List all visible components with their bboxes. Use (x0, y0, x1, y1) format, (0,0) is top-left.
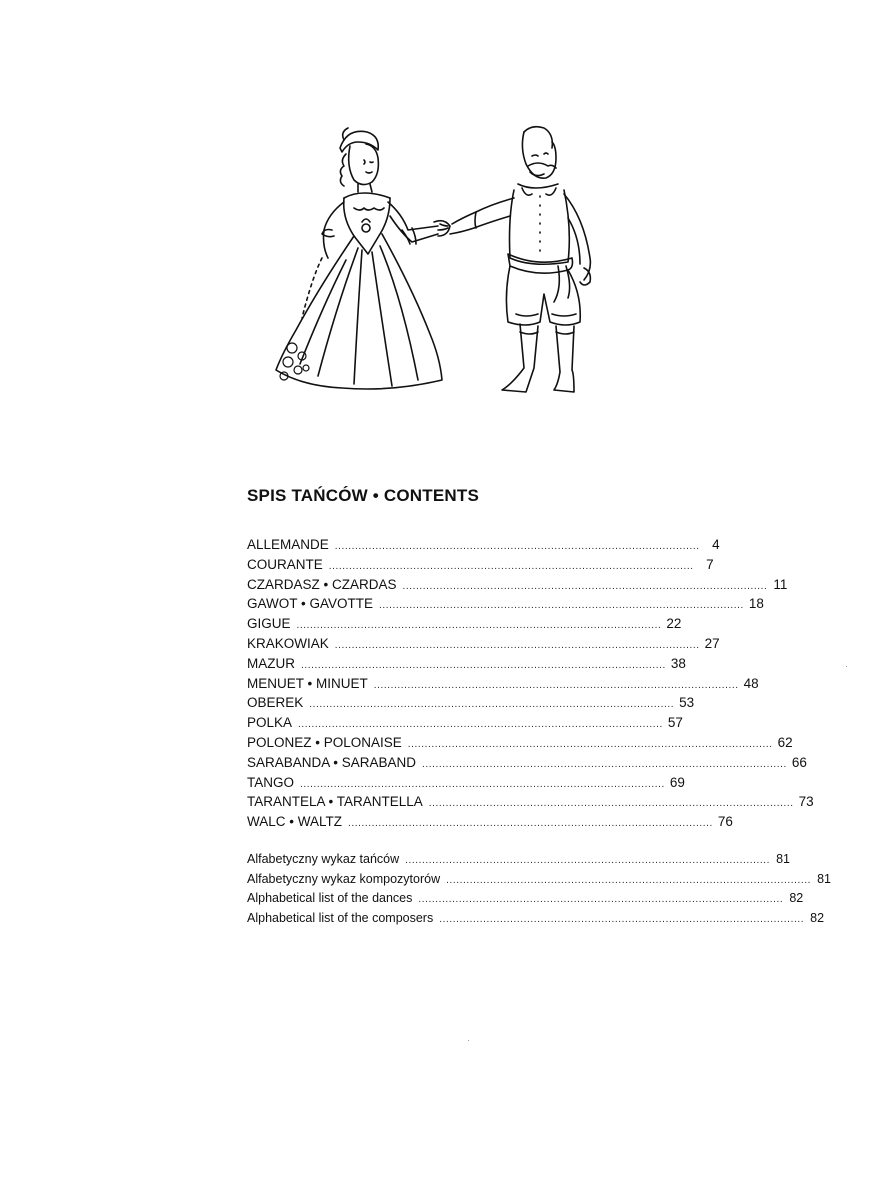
dot-leader: ............................................................................................................ (373, 679, 739, 691)
dot-leader: ............................................................................................................ (298, 719, 663, 731)
toc-entry-polka[interactable] (247, 713, 683, 733)
toc-entry-walc[interactable] (247, 812, 733, 832)
toc-entry-page: 69 (669, 774, 685, 790)
toc-entry-tango[interactable] (247, 773, 685, 793)
index-entry-page: 81 (817, 871, 831, 886)
lady-figure (276, 128, 442, 389)
dot-leader: ............................................................................................................ (347, 818, 713, 830)
index-entry-label: Alfabetyczny wykaz tańców (247, 852, 400, 866)
dot-leader: ............................................................................................................ (439, 913, 805, 925)
toc-entry-courante[interactable] (247, 555, 714, 575)
toc-entry-page: 62 (777, 734, 793, 750)
dot-leader: ............................................................................................................ (296, 620, 662, 632)
toc-entry-tarantela[interactable] (247, 792, 814, 812)
index-entry-composers-pl[interactable] (247, 870, 831, 890)
toc-entry-allemande[interactable] (247, 535, 720, 555)
toc-entry-label: POLKA (247, 715, 293, 731)
dot-leader: ............................................................................................................ (405, 855, 771, 866)
toc-entry-label: ALLEMANDE (247, 537, 329, 552)
gentleman-figure (450, 127, 590, 392)
toc-entry-label: MENUET • MINUET (247, 675, 368, 691)
index-entry-page: 82 (789, 891, 804, 906)
dot-leader: ............................................................................................................ (378, 600, 744, 612)
dot-leader: ............................................................................................................ (334, 541, 700, 552)
dot-leader: ............................................................................................................ (428, 798, 794, 810)
toc-entry-label: GAWOT • GAVOTTE (247, 596, 373, 612)
toc-entry-sarabanda[interactable] (247, 753, 807, 773)
dot-leader: ............................................................................................................ (328, 560, 694, 572)
index-entry-dances-pl[interactable] (247, 850, 791, 870)
index-entry-page: 82 (810, 910, 825, 925)
toc-entry-page: 73 (798, 794, 814, 810)
index-list (247, 850, 831, 928)
toc-entry-polonez[interactable] (247, 733, 793, 753)
index-entry-label: Alphabetical list of the dances (247, 891, 413, 906)
toc-entry-label: GIGUE (247, 616, 291, 632)
toc-entry-label: KRAKOWIAK (247, 635, 329, 651)
toc-entry-page: 7 (706, 556, 714, 572)
dot-leader: ............................................................................................................ (418, 894, 784, 906)
toc-entry-label: MAZUR (247, 655, 295, 671)
dancing-couple-illustration (262, 118, 612, 410)
toc-entry-page: 4 (712, 537, 720, 552)
index-entry-label: Alphabetical list of the composers (247, 910, 434, 925)
dot-leader: ............................................................................................................ (407, 738, 773, 750)
toc-entry-page: 22 (666, 616, 682, 632)
scan-speck (468, 1040, 469, 1041)
dot-leader: ............................................................................................................ (301, 659, 666, 671)
toc-entry-label: TANGO (247, 774, 294, 790)
dot-leader: ............................................................................................................ (422, 758, 787, 770)
toc-entry-label: SARABANDA • SARABAND (247, 754, 417, 770)
toc-entry-czardasz[interactable] (247, 575, 788, 595)
contents-list (247, 535, 814, 832)
toc-entry-label: WALC • WALTZ (247, 814, 342, 830)
toc-entry-label: TARANTELA • TARANTELLA (247, 794, 423, 810)
index-entry-label: Alfabetyczny wykaz kompozytorów (247, 871, 441, 886)
toc-entry-krakowiak[interactable] (247, 634, 720, 654)
toc-entry-label: COURANTE (247, 556, 323, 572)
toc-entry-mazur[interactable] (247, 654, 686, 674)
contents-title: SPIS TAŃCÓW • CONTENTS (247, 486, 479, 505)
toc-entry-label: CZARDASZ • CZARDAS (247, 576, 397, 592)
toc-entry-page: 18 (748, 596, 764, 612)
toc-entry-menuet[interactable] (247, 674, 759, 694)
toc-entry-gigue[interactable] (247, 614, 682, 634)
toc-entry-page: 53 (679, 695, 695, 711)
toc-entry-page: 27 (704, 635, 720, 651)
toc-entry-page: 11 (773, 576, 788, 592)
toc-entry-label: OBEREK (247, 695, 304, 711)
toc-entry-gawot[interactable] (247, 594, 764, 614)
index-entry-page: 81 (776, 852, 791, 866)
dot-leader: ............................................................................................................ (309, 699, 675, 711)
toc-entry-page: 57 (667, 715, 683, 731)
dot-leader: ............................................................................................................ (334, 639, 700, 651)
toc-entry-page: 38 (670, 655, 686, 671)
index-entry-dances-en[interactable] (247, 889, 804, 909)
toc-entry-page: 76 (717, 814, 733, 830)
dot-leader: ............................................................................................................ (402, 580, 768, 592)
toc-entry-oberek[interactable] (247, 693, 695, 713)
toc-entry-page: 66 (791, 754, 807, 770)
toc-entry-label: POLONEZ • POLONAISE (247, 734, 402, 750)
scan-speck (846, 666, 847, 667)
dot-leader: ............................................................................................................ (300, 778, 665, 790)
index-entry-composers-en[interactable] (247, 909, 825, 929)
dot-leader: ............................................................................................................ (446, 874, 811, 886)
toc-entry-page: 48 (743, 675, 759, 691)
